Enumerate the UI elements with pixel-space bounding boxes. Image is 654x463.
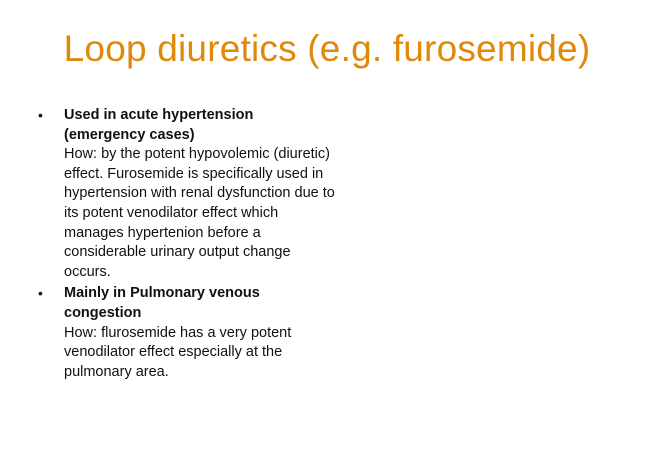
slide-title: Loop diuretics (e.g. furosemide) bbox=[63, 28, 591, 69]
bullet-item bbox=[38, 106, 338, 282]
bullet-body: How: by the potent hypovolemic (diuretic) effect. Furosemide is specifically used in hypertension with renal dysfunction due to its potent venodilator effect which manages hypertenion before a considerable urinary output change occurs. bbox=[64, 146, 335, 280]
bullet-item bbox=[38, 284, 338, 382]
bullet-body: How: flurosemide has a very potent venodilator effect especially at the pulmonary area. bbox=[64, 324, 292, 380]
bullet-heading: Used in acute hypertension (emergency cases) bbox=[64, 107, 254, 143]
bullet-list bbox=[38, 106, 338, 382]
bullet-heading: Mainly in Pulmonary venous congestion bbox=[64, 285, 260, 321]
bullet-marker: • bbox=[38, 107, 43, 123]
bullet-marker: • bbox=[38, 285, 43, 302]
